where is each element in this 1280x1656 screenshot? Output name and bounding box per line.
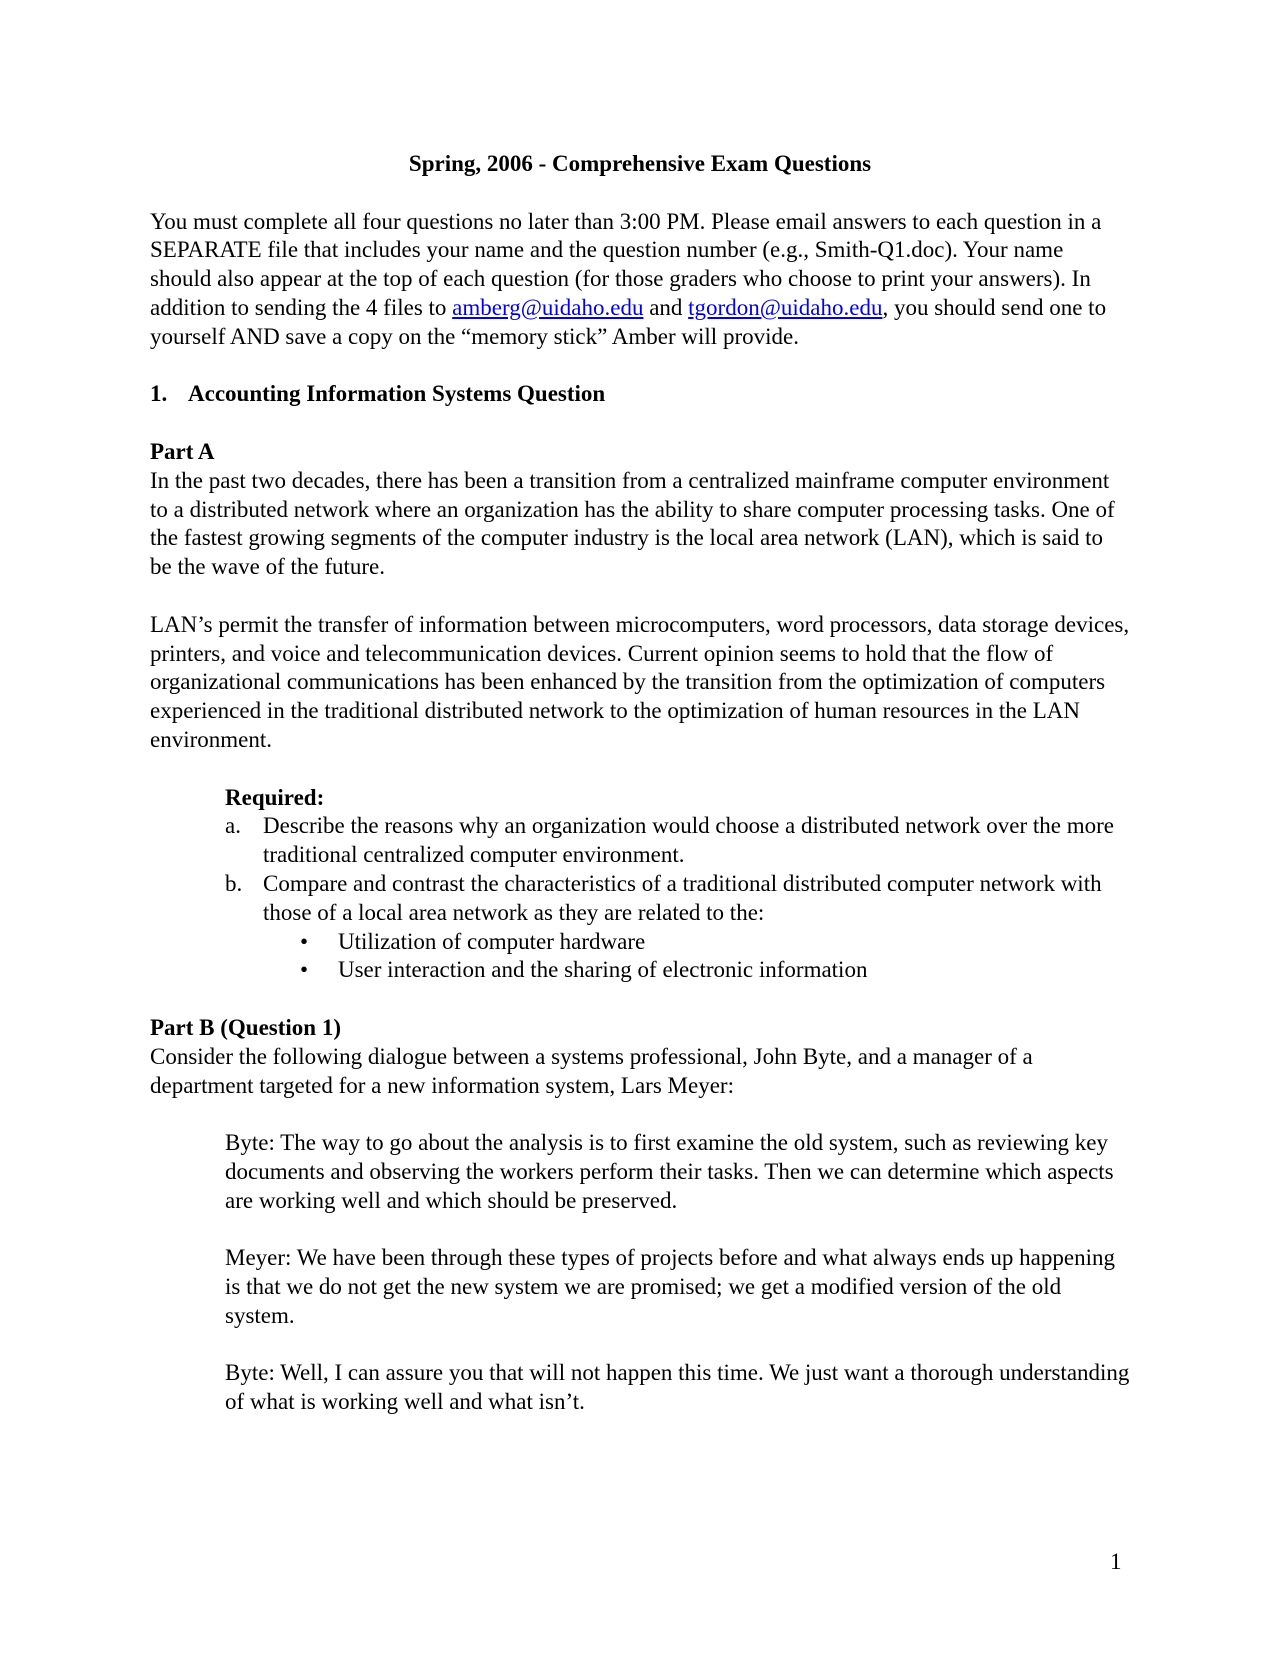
- instructions-text-1: You must complete all four questions no later than 3:00 PM. Please email answers to each question in a SEPARATE file that includes your name and the question number (e.g., Smith-Q1.doc). Your name should also appear at the top of each question (for those graders who choose to print your answers). In addition to sending the 4 files to: [150, 208, 1102, 320]
- dialogue-line-byte-1: Byte: The way to go about the analysis is to first examine the old system, such as reviewing key documents and observing the workers perform their tasks. Then we can determine which aspects are working well and which should be preserved.: [225, 1130, 1114, 1213]
- required-item-a-marker: a.: [225, 813, 241, 839]
- email-link-amberg[interactable]: amberg@uidaho.edu: [452, 294, 644, 320]
- bullet-text-sharing: User interaction and the sharing of electronic information: [338, 957, 868, 983]
- section-1-number: 1.: [150, 381, 168, 407]
- part-a-paragraph-2: LAN’s permit the transfer of information between microcomputers, word processors, data storage devices, printers, and voice and telecommunication devices. Current opinion seems to hold that the flow of organizational communications has been enhanced by the transition from the optimization of computers experienced in the traditional distributed network to the optimization of human resources in the LAN environment.: [150, 611, 1130, 752]
- required-item-b-marker: b.: [225, 870, 243, 896]
- bullet-icon: •: [300, 928, 309, 954]
- required-item-b-bullets: [263, 928, 1130, 986]
- page-title: Spring, 2006 - Comprehensive Exam Questions: [408, 151, 872, 176]
- section-1-heading: [150, 380, 1130, 409]
- instructions-paragraph: [150, 208, 1130, 352]
- bullet-item-sharing: [263, 956, 1130, 985]
- dialogue-line-byte-2: Byte: Well, I can assure you that will not happen this time. We just want a thorough understanding of what is working well and what isn’t.: [225, 1360, 1130, 1415]
- section-1-title: Accounting Information Systems Question: [188, 381, 606, 407]
- required-item-a-text: Describe the reasons why an organization would choose a distributed network over the more traditional centralized computer environment.: [263, 813, 1114, 868]
- instructions-text-3: , you should send one to yourself AND save a copy on the “memory stick” Amber will provide.: [150, 294, 1107, 349]
- page-number: 1: [1110, 1549, 1122, 1574]
- dialogue-line-meyer-1: Meyer: We have been through these types of projects before and what always ends up happening is that we do not get the new system we are promised; we get a modified version of the old system.: [225, 1245, 1115, 1328]
- required-item-a: [225, 812, 1130, 870]
- instructions-text-2: and: [643, 294, 689, 320]
- required-item-b-text: Compare and contrast the characteristics of a traditional distributed computer network with those of a local area network as they are related to the:: [263, 870, 1102, 925]
- part-b-intro: Consider the following dialogue between a systems professional, John Byte, and a manager of a department targeted for a new information system, Lars Meyer:: [150, 1043, 1033, 1098]
- dialogue-block: [225, 1129, 1130, 1417]
- part-a-paragraph-1: In the past two decades, there has been a transition from a centralized mainframe computer environment to a distributed network where an organization has the ability to share computer processing tasks. One of the fastest growing segments of the computer industry is the local area network (LAN), which is said to be the wave of the future.: [150, 467, 1115, 580]
- email-link-tgordon[interactable]: tgordon@uidaho.edu: [688, 294, 883, 320]
- required-list: [225, 812, 1130, 985]
- bullet-item-hardware: [263, 928, 1130, 957]
- required-label: Required:: [225, 784, 325, 810]
- bullet-text-hardware: Utilization of computer hardware: [338, 928, 646, 954]
- part-b-heading: Part B (Question 1): [150, 1014, 342, 1040]
- document-page: [150, 150, 1130, 1446]
- part-a-heading: Part A: [150, 438, 215, 464]
- required-item-b: [225, 870, 1130, 985]
- required-block: [225, 784, 1130, 986]
- bullet-icon: •: [300, 957, 309, 983]
